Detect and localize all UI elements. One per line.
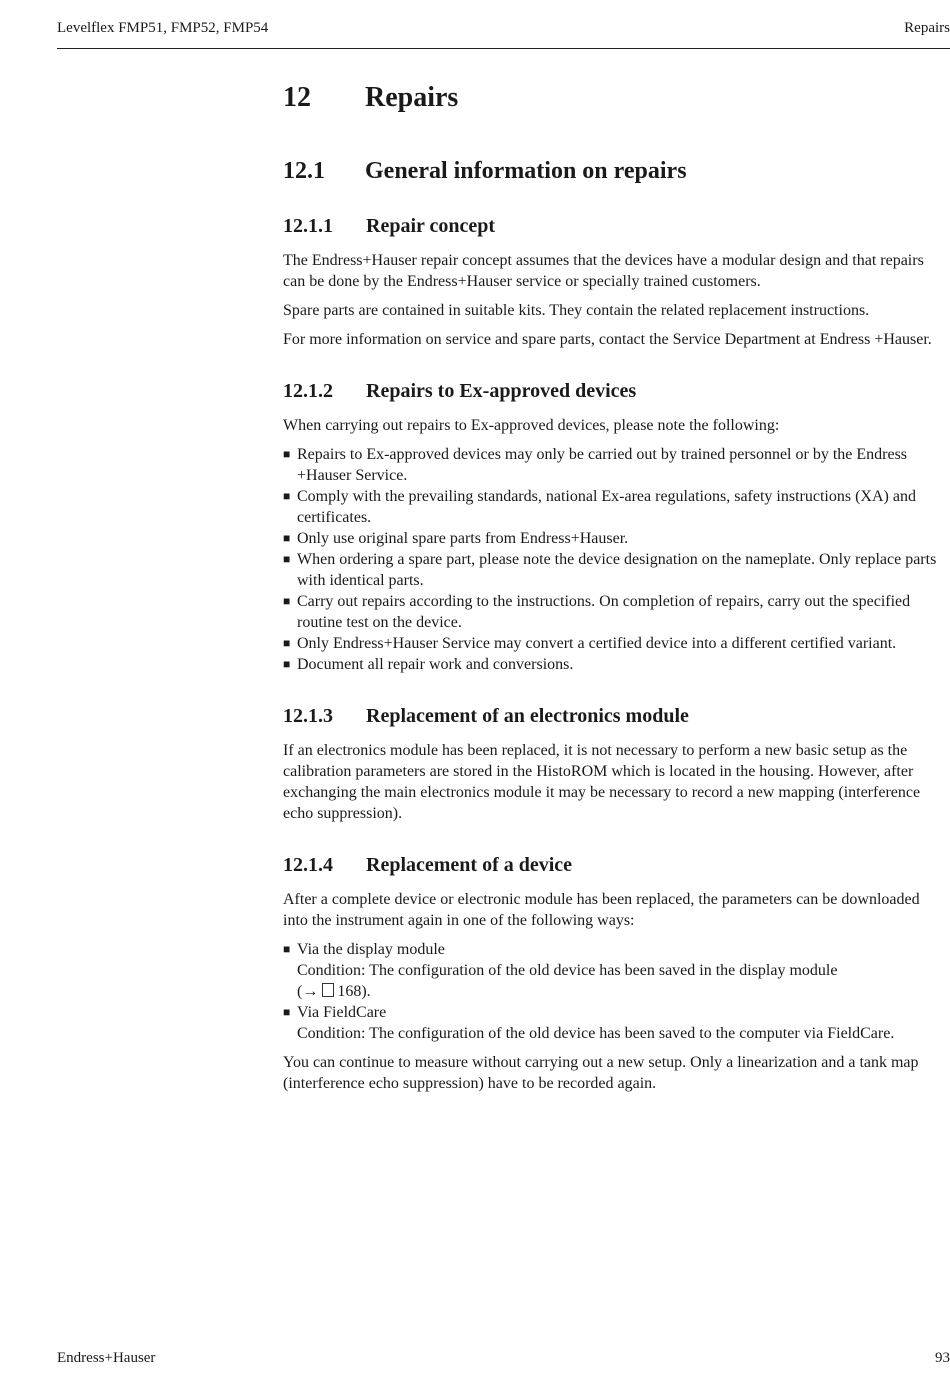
list-item: ■ Via FieldCare Condition: The configuration of the old device has been saved to the computer via FieldCare. bbox=[283, 1002, 948, 1044]
bullet-icon: ■ bbox=[283, 636, 291, 650]
page-header bbox=[57, 18, 950, 49]
page-reference-icon bbox=[322, 983, 334, 997]
bullet-icon: ■ bbox=[283, 594, 291, 608]
list-item: ■ Via the display module Condition: The configuration of the old device has been saved in the display module (→ 168). bbox=[283, 941, 838, 1000]
subsection-number: 12.1.3 bbox=[283, 705, 333, 727]
subsection-electronics-module bbox=[283, 705, 948, 824]
paragraph: After a complete device or electronic module has been replaced, the parameters can be downloaded into the instrument again in one of the following ways: bbox=[283, 891, 920, 929]
subsection-repair-concept bbox=[283, 215, 948, 350]
list-item: ■ Carry out repairs according to the instructions. On completion of repairs, carry out the specified routine test on the device. bbox=[283, 593, 911, 631]
bullet-icon: ■ bbox=[283, 1005, 291, 1019]
bullet-icon: ■ bbox=[283, 447, 291, 461]
paragraph: If an electronics module has been replaced, it is not necessary to perform a new basic setup as the calibration parameters are stored in the HistoROM which is located in the housing. However, after exchanging the main electronics module it may be necessary to record a new mapping (interference echo suppression). bbox=[283, 742, 921, 822]
bullet-icon: ■ bbox=[283, 552, 291, 566]
header-chapter-title: Repairs bbox=[904, 20, 950, 36]
list-item: ■ Only Endress+Hauser Service may convert a certified device into a different certified variant. bbox=[283, 635, 897, 652]
page-content bbox=[283, 82, 948, 1124]
subsection-title: Repair concept bbox=[366, 215, 496, 237]
footer-company: Endress+Hauser bbox=[57, 1350, 156, 1366]
subsection-title: Replacement of a device bbox=[366, 854, 573, 876]
paragraph: When carrying out repairs to Ex-approved devices, please note the following: bbox=[283, 417, 780, 434]
subsection-heading bbox=[283, 215, 948, 238]
subsection-title: Replacement of an electronics module bbox=[366, 705, 689, 727]
subsection-heading bbox=[283, 705, 948, 728]
bullet-icon: ■ bbox=[283, 531, 291, 545]
header-document-title: Levelflex FMP51, FMP52, FMP54 bbox=[57, 20, 269, 36]
subsection-number: 12.1.2 bbox=[283, 380, 333, 402]
section-number: 12.1 bbox=[283, 158, 325, 184]
paragraph: Spare parts are contained in suitable kits. They contain the related replacement instructions. bbox=[283, 302, 870, 319]
chapter-title: Repairs bbox=[365, 82, 459, 113]
paragraph: The Endress+Hauser repair concept assumes that the devices have a modular design and that repairs can be done by the Endress+Hauser service or specially trained customers. bbox=[283, 252, 924, 290]
subsection-heading bbox=[283, 854, 948, 877]
section-heading bbox=[283, 158, 948, 185]
page-reference[interactable]: 168). bbox=[337, 983, 371, 1000]
list-item: ■ Document all repair work and conversions. bbox=[283, 656, 574, 673]
page-number: 93 bbox=[935, 1350, 950, 1366]
subsection-title: Repairs to Ex-approved devices bbox=[366, 380, 637, 402]
bullet-list bbox=[283, 939, 948, 1044]
page-reference-open: (→ bbox=[297, 983, 319, 1000]
paragraph: For more information on service and spare parts, contact the Service Department at Endress +Hauser. bbox=[283, 331, 932, 348]
bullet-list bbox=[283, 444, 948, 675]
subsection-device-replacement bbox=[283, 854, 948, 1094]
bullet-icon: ■ bbox=[283, 942, 291, 956]
list-item: ■ Repairs to Ex-approved devices may only be carried out by trained personnel or by the Endress +Hauser Service. bbox=[283, 446, 908, 484]
condition-text: Condition: The configuration of the old device has been saved in the display module bbox=[297, 962, 838, 979]
condition-text: Condition: The configuration of the old device has been saved to the computer via FieldCare. bbox=[297, 1025, 895, 1042]
list-item: ■ When ordering a spare part, please note the device designation on the nameplate. Only replace parts with identical parts. bbox=[283, 551, 937, 589]
chapter-number: 12 bbox=[283, 82, 311, 113]
list-item: ■ Comply with the prevailing standards, national Ex-area regulations, safety instructions (XA) and certificates. bbox=[283, 488, 916, 526]
subsection-number: 12.1.1 bbox=[283, 215, 333, 237]
subsection-heading bbox=[283, 380, 948, 403]
section-title: General information on repairs bbox=[365, 158, 687, 184]
bullet-icon: ■ bbox=[283, 657, 291, 671]
paragraph: You can continue to measure without carrying out a new setup. Only a linearization and a tank map (interference echo suppression) have to be recorded again. bbox=[283, 1054, 919, 1092]
list-item: ■ Only use original spare parts from Endress+Hauser. bbox=[283, 530, 629, 547]
chapter-heading bbox=[283, 82, 948, 114]
subsection-number: 12.1.4 bbox=[283, 854, 333, 876]
bullet-icon: ■ bbox=[283, 489, 291, 503]
subsection-ex-repairs bbox=[283, 380, 948, 675]
